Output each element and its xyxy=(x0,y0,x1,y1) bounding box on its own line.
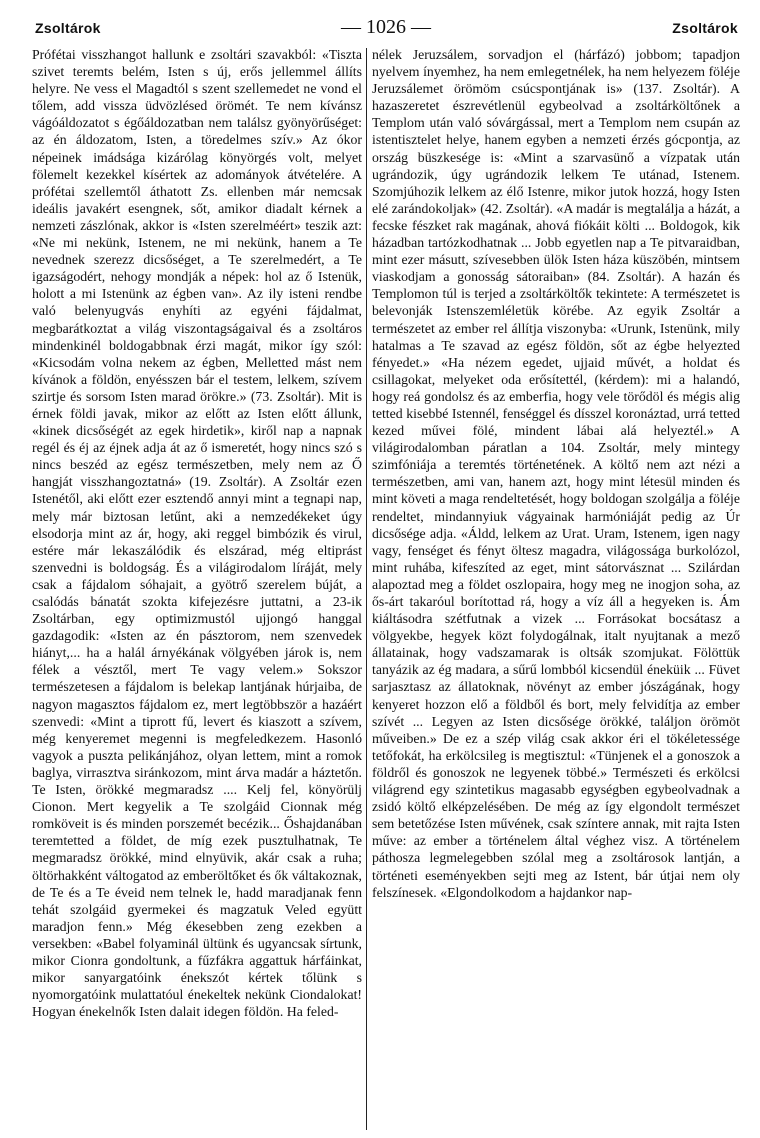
right-column xyxy=(372,46,740,1132)
text-columns xyxy=(32,46,740,1138)
left-column-text: Prófétai visszhangot hallunk e zsoltári szavakból: «Tiszta szivet teremts belém, Isten s új, erős jellemmel állíts helyre. Ne vess el Magadtól s szent szellemedet ne vond el tőlem, add vissza üdvözlésed örömét. Te nem kívánsz vágóáldozatot s égőáldozatban nem találsz gyönyörűséget: az én áldozatom, Isten, a töredelmes szív.» Az ókor népeinek imádsága kizárólag könyörgés volt, melyet fölemelt kezekkel kísértek az adományok átvételére. A prófétai szellemtől áthatott Zs. ellenben már nemcsak ideális javakért esengnek, sőt, amikor diadalt kérnek a nemzeti zászlónak, akkor is «Isten szerelméért» teszik azt: «Ne mi nekünk, Istenem, ne mi nekünk, hanem a Te nevednek szerezz dicsőséget, a Te szerelmedért, a Te igazságodért, nehogy mondják a népek: hol az ő Istenük, holott a mi Istenünk az égben van». Az ily isteni rendbe való belenyugvás enyhíti az egyéni fájdalmat, megbarátkoztat a világ viszontagságaival és a zsoltáros mindenkinél boldogabbnak érzi magát, mikor így szól: «Kicsodám volna nekem az égben, Melletted mást nem kívánok a földön, enyésszen bár el testem, lelkem, szívem szirtje és sorsom Isten marad örökre.» (73. Zsoltár). Mit is érnek földi javak, mikor az előtt az Isten előtt állunk, «kinek dicsőségét az egek hirdetik», kiről nap a napnak regél és éj az éjnek adja át az ő ismeretét, hogy nincs szó s nincs beszéd az egész természetben, mely nem az Ő hangját visszhangoztatná» (19. Zsoltár). A Zsoltár ezen Istenétől, aki előtt ezer esztendő annyi mint a tegnapi nap, mely már biztosan letűnt, aki a nemzedékeket úgy elsodorja mint az ár, hogy, aki reggel bimbózik és virul, estére már lekaszálódik és elszárad, még eltiprást szenvedni is boldogság. És a világirodalom líráját, mely csak a fájdalom sóhajait, a gyötrő szerelem búját, a csalódás bánatát szokta kifejezésre juttatni, a 23-ik Zsoltárban, egy optimizmustól ujjongó hanggal gazdagodik: «Isten az én pásztorom, nem szenvedek hiányt,... ha a halál árnyékának völgyében járok is, nem félek a vésztől, mert Te vagy velem.» Sokszor természetesen a fájdalom is belekap lantjának húrjaiba, de nagyon magasztos fájdalom ez, mert legtöbbször a hazáért szenvedi: «Mint a tiprott fű, levert és kiaszott a szívem, még kenyeremet megenni is megfeledkezem. Hasonló vagyok a puszta pelikánjához, olyan lettem, mint a romok baglya, virrasztva siránkozom, mint árva madár a háztetőn. Te Isten, örökké megmaradsz .... Kelj fel, könyörülj Cionon. Mert kegyelik a Te szolgáid Cionnak még romköveit is és minden porszemét becézik... Őshajdanában teremtetted a földet, de míg ezek pusztulhatnak, Te megmaradsz örökké, mind elnyüvik, akár csak a ruha; öltörhakként váltogatod az emberöltőket és ők váltakoznak, de Te és a Te éveid nem telnek le, hadd maradjanak fenn tehát szolgáid gyermekei és magzatuk Veled együtt maradjon fenn.» Még ékesebben zeng ezekben a versekben: «Babel folyaminál ültünk és ugyancsak sírtunk, mikor Cionra gondoltunk, a fűzfákra aggattuk hárfáinkat, mikor sanyargatóink énekszót kértek tőlünk s nyomorgatóink mulattatóul énekeltek nekünk Ciondalokat! Hogyan énekelnők Isten dalait idegen földön. Ha feled- xyxy=(32,47,362,1020)
right-column-text: nélek Jeruzsálem, sorvadjon el (hárfázó) jobbom; tapadjon nyelvem ínyemhez, ha nem emlegetnélek, ha nem helyezem föléje Jeruzsálemet örömöm csúcspontjának is» (137. Zsoltár). A hazaszeretet észrevétlenül egybeolvad a zsoltárköltőnek a Templom után való sóvárgással, mert a Templom nem csupán az istentisztelet helye, hanem egyben a nemzeti érzés gócpontja, az ország büszkesége is: «Mint a szarvasünő a vízpatak után ugrándozik, úgy ugrándozik lelkem Te utánad, Istenem. Szomjúhozik lelkem az élő Istenre, mikor jutok hozzá, hogy Isten elé zarándokoljak» (42. Zsoltár). «A madár is megtalálja a házát, a fecske fészket rak magának, ahová fiókáit költi ... Boldogok, kik házadban tartózkodhatnak ... Jobb egyetlen nap a Te pitvaraidban, mint ezer másutt, szívesebben ülök Isten háza küszöbén, mintsem viaskodjam a gonosság sátoraiban» (84. Zsoltár). A hazán és Templomon túl is terjed a zsoltárköltők tekintete: A természetet is belevonják Istenszemléletük körébe. Az egyik Zsoltár a természetet az ember rel állítja viszonyba: «Urunk, Istenünk, mily hatalmas a Te szavad az egész földön, sőt az égbe helyezted fényedet.» «Ha nézem egedet, ujjaid művét, a holdat és csillagokat, melyeket oda erősítettél, (kérdem): mi a halandó, hogy reá gondolsz és az emberfia, hogy vele törődöl és mégis alig tetted kisebbé Istennél, fenséggel és dísszel koronáztad, urrá tetted kezed művei fölé, mindent lábai alá helyeztél.» A világirodalomban páratlan a 104. Zsoltár, mely mintegy szimfóniája a teremtés történetének. A költő nem azt nézi a természetben, ami van, hanem azt, hogy mint létesül minden és mint követi a maga rendeltetését, hogy boldogan szolgálja a föléje rendeltet, mindannyiuk vágyainak harmóniáját pedig az Úr dicsősége adja. «Áldd, lelkem az Urat. Uram, Istenem, igen nagy vagy, fenséget és fényt öltesz magadra, világossága burkolózol, mint ruhába, kifeszíted az eget, mint sátorvásznat ... Szilárdan alapoztad meg a földet oszlopaira, hogy meg ne inogjon soha, az ős-árt takaróul borítottad rá, hogy a víz áll a hegyeken is. Ám kiáltásodra szétfutnak a vizek ... Forrásokat bocsátasz a völgyekbe, hegyek közt folydogálnak, italt nyujtanak a mező állatainak, hogy vadszamarak is oltsák szomjukat. Fölöttük tanyázik az ég madara, a sűrű lombból kicsendül éneküik ... Füvet sarjasztasz az állatoknak, növényt az ember jószágának, hogy kenyeret hozzon elő a földből és bort, mely felvidítja az ember szívét ... Legyen az Isten dicsősége örökké, találjon örömöt műveiben.» De ez a szép világ csak akkor éri el tökéletessége tetőfokát, ha erkölcsileg is megtisztul: «Tünjenek el a gonoszok a földről és gonoszok ne legyenek többé.» Természeti és erkölcsi világrend egy szintetikus magasabb egységben egybeolvadnak a zsidó költő elképzelésében. De még az így elgondolt természet sem betetőzése Isten művének, csak színtere annak, mit rajta Isten műve: az ember a történelem által véghez visz. A történelem páthosza legmelegebben szólal meg a zsoltárosok lantján, a történeti eseményekben sejti meg az Istent, bár útjai nem oly felszínesek. «Elgondolkodom a hajdankor nap- xyxy=(372,47,740,900)
running-header xyxy=(32,14,740,40)
header-right-title: Zsoltárok xyxy=(672,20,738,36)
header-left-title: Zsoltárok xyxy=(35,20,101,36)
left-column xyxy=(32,46,362,1132)
column-divider xyxy=(366,48,367,1130)
page-number: — 1026 — xyxy=(341,16,431,38)
